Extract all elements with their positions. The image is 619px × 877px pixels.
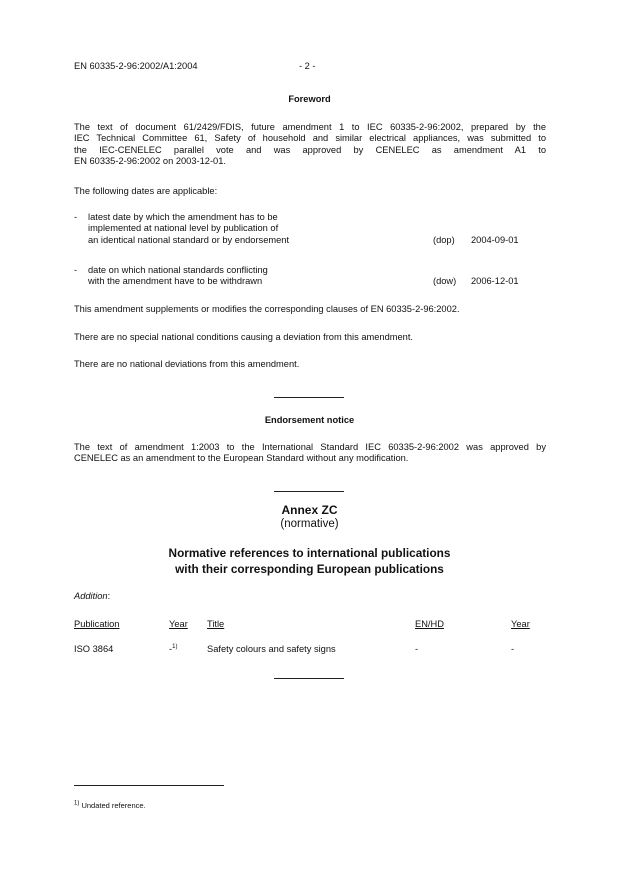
- section-divider: [274, 491, 344, 492]
- column-header-publication: Publication: [74, 619, 120, 629]
- section-divider: [274, 397, 344, 398]
- annex-heading-line: with their corresponding European publications: [175, 562, 444, 576]
- foreword-line: EN 60335-2-96:2002 on 2003-12-01.: [74, 156, 226, 167]
- footnote-separator: [74, 785, 224, 786]
- cell-publication: ISO 3864: [74, 644, 114, 654]
- document-id: EN 60335-2-96:2002/A1:2004: [74, 61, 198, 71]
- endorsement-heading: Endorsement notice: [264, 415, 355, 425]
- endorsement-paragraph: [74, 442, 546, 465]
- addition-label: Addition:: [74, 591, 111, 601]
- no-special-conditions-text: There are no special national conditions causing a deviation from this amendment.: [74, 332, 414, 342]
- date-item-line: implemented at national level by publication of: [88, 223, 279, 234]
- list-bullet: -: [74, 212, 78, 222]
- annex-heading-line: Normative references to international publications: [168, 546, 451, 560]
- footnote: [74, 801, 146, 810]
- foreword-paragraph: [74, 122, 546, 168]
- list-bullet: -: [74, 265, 78, 275]
- cell-en-hd: -: [415, 644, 419, 654]
- footnote-text: Undated reference.: [81, 801, 146, 810]
- annex-subtitle: (normative): [280, 518, 339, 530]
- foreword-line: the IEC-CENELEC parallel vote and was approved by CENELEC as amendment A1 to: [74, 144, 546, 155]
- column-header-year: Year: [169, 619, 188, 629]
- column-header-year-2: Year: [511, 619, 530, 629]
- date-code: (dop): [433, 234, 455, 245]
- supplement-text: This amendment supplements or modifies the corresponding clauses of EN 60335-2-96:2002.: [74, 304, 460, 314]
- date-item-line: date on which national standards conflicting: [88, 265, 268, 275]
- endorsement-line: CENELEC as an amendment to the European Standard without any modification.: [74, 453, 409, 464]
- date-value: 2004-09-01: [471, 234, 519, 245]
- foreword-heading: Foreword: [288, 94, 331, 104]
- column-header-title: Title: [207, 619, 225, 629]
- column-header-en-hd: EN/HD: [415, 619, 444, 629]
- table-header-row: [74, 619, 546, 631]
- date-item-line: with the amendment have to be withdrawn: [88, 276, 263, 287]
- foreword-line: IEC Technical Committee 61, Safety of household and similar electrical appliances, was submitted to: [74, 133, 546, 144]
- date-item-line: latest date by which the amendment has to be: [88, 212, 278, 222]
- date-item-line: an identical national standard or by endorsement: [88, 234, 290, 245]
- section-divider: [274, 678, 344, 679]
- endorsement-line: The text of amendment 1:2003 to the International Standard IEC 60335-2-96:2002 was approved by: [74, 442, 546, 452]
- no-deviations-text: There are no national deviations from this amendment.: [74, 359, 300, 369]
- date-code: (dow): [433, 276, 457, 287]
- cell-year-2: -: [511, 644, 515, 654]
- date-value: 2006-12-01: [471, 276, 519, 287]
- footnote-ref: 1): [172, 643, 178, 650]
- footnote-mark: 1): [74, 800, 80, 807]
- annex-title: Annex ZC: [281, 503, 338, 517]
- cell-title: Safety colours and safety signs: [207, 644, 336, 654]
- page-number: - 2 -: [299, 61, 316, 71]
- cell-year: -$^{1)}$: [169, 643, 178, 654]
- table-row: [74, 644, 546, 656]
- foreword-line: The text of document 61/2429/FDIS, future amendment 1 to IEC 60335-2-96:2002, prepared by the: [74, 122, 546, 132]
- dates-intro: The following dates are applicable:: [74, 186, 218, 196]
